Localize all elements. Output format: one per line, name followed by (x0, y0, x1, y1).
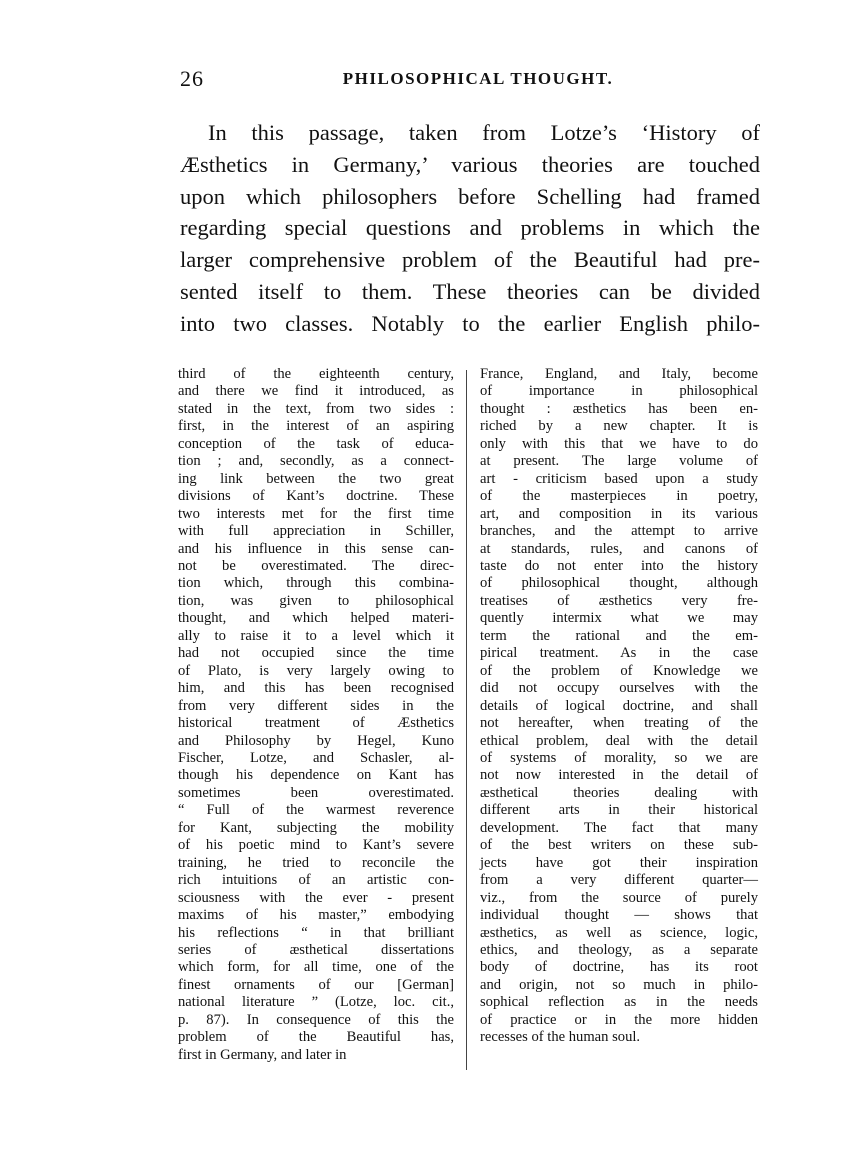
footnote-line: individual thought — shows that (480, 907, 758, 924)
footnote-line: series of æsthetical dissertations (178, 941, 454, 958)
footnote-line: treatises of æsthetics very fre- (480, 592, 758, 609)
footnote-right-column (480, 366, 758, 1047)
footnote-line: “ Full of the warmest reverence (178, 802, 454, 819)
footnote-line: not now interested in the detail of (480, 767, 758, 784)
footnote-line: art, and composition in its various (480, 505, 758, 522)
text-line: regarding special questions and problems in which the (180, 215, 760, 241)
footnote-line: of importance in philosophical (480, 383, 758, 400)
footnote-line: recesses of the human soul. (480, 1029, 641, 1046)
footnote-line: did not occupy ourselves with the (480, 680, 758, 697)
footnote-line: æsthetical theories dealing with (480, 784, 758, 801)
footnote-line: divisions of Kant’s doctrine. These (178, 488, 454, 505)
footnote-line: not hereafter, when treating of the (480, 715, 758, 732)
footnote-line: and his influence in this sense can- (178, 540, 454, 557)
running-head: PHILOSOPHICAL THOUGHT. (342, 69, 614, 88)
footnote-line: of philosophical thought, although (480, 575, 758, 592)
footnote-line: first, in the interest of an aspiring (178, 418, 454, 435)
footnote-line: though his dependence on Kant has (178, 767, 454, 784)
footnote-line: ally to raise it to a level which it (178, 627, 454, 644)
footnote-line: body of doctrine, has its root (480, 959, 758, 976)
footnote-line: of his poetic mind to Kant’s severe (178, 837, 454, 854)
footnote-line: tion which, through this combina- (178, 575, 454, 592)
footnote-line: æsthetics, as well as science, logic, (480, 924, 758, 941)
footnote-line: two interests met for the first time (178, 505, 454, 522)
footnote-line: of the best writers on these sub- (480, 837, 758, 854)
footnote-line: pirical treatment. As in the case (480, 645, 758, 662)
footnote-line: jects have got their inspiration (480, 854, 758, 871)
footnote-left-column (178, 366, 454, 1064)
footnote-line: riched by a new chapter. It is (480, 418, 758, 435)
footnote-line: from very different sides in the (178, 697, 454, 714)
footnote-line: him, and this has been recognised (178, 680, 454, 697)
text-line: upon which philosophers before Schelling had framed (180, 183, 760, 209)
footnote-line: details of logical doctrine, and shall (480, 697, 758, 714)
page-number: 26 (180, 66, 204, 91)
footnote-line: conception of the task of educa- (178, 435, 454, 452)
footnote-line: thought : æsthetics has been en- (480, 400, 758, 417)
footnote-line: for Kant, subjecting the mobility (178, 819, 454, 836)
main-text (180, 117, 760, 340)
text-line: into two classes. Notably to the earlier English philo- (180, 310, 760, 336)
column-divider (466, 370, 467, 1070)
text-line: larger comprehensive problem of the Beautiful had pre- (180, 247, 760, 273)
footnote-line: ethics, and theology, as a separate (480, 941, 758, 958)
footnote-line: stated in the text, from two sides : (178, 400, 454, 417)
footnote-line: ethical problem, deal with the detail (480, 732, 758, 749)
footnote-line: term the rational and the em- (480, 627, 758, 644)
footnote-line: rich intuitions of an artistic con- (178, 872, 454, 889)
footnote-line: with full appreciation in Schiller, (178, 523, 454, 540)
footnote-line: national literature ” (Lotze, loc. cit., (178, 994, 454, 1011)
footnote-line: of practice or in the more hidden (480, 1011, 758, 1028)
footnote-line: different arts in their historical (480, 802, 758, 819)
footnote-line: branches, and the attempt to arrive (480, 523, 758, 540)
footnote-line: and Philosophy by Hegel, Kuno (178, 732, 454, 749)
footnote-line: taste do not enter into the history (480, 557, 758, 574)
text-line: Æsthetics in Germany,’ various theories are touched (180, 151, 760, 177)
footnote-line: finest ornaments of our [German] (178, 976, 454, 993)
footnote-line: from a very different quarter— (480, 872, 758, 889)
footnote (178, 366, 758, 1076)
footnote-line: and there we find it introduced, as (178, 383, 454, 400)
footnote-line: tion ; and, secondly, as a connect- (178, 453, 454, 470)
footnote-line: his reflections “ in that brilliant (178, 924, 454, 941)
footnote-line: had not occupied since the time (178, 645, 454, 662)
page-header (180, 66, 760, 96)
footnote-line: sometimes been overestimated. (178, 784, 454, 801)
footnote-line: development. The fact that many (480, 819, 758, 836)
footnote-line: historical treatment of Æsthetics (178, 715, 454, 732)
footnote-line: maxims of his master,” embodying (178, 907, 454, 924)
text-line: sented itself to them. These theories can be divided (180, 278, 760, 304)
footnote-line: problem of the Beautiful has, (178, 1029, 454, 1046)
footnote-line: of systems of morality, so we are (480, 749, 758, 766)
footnote-line: training, he tried to reconcile the (178, 854, 454, 871)
footnote-line: of Plato, is very largely owing to (178, 662, 454, 679)
footnote-line: of the problem of Knowledge we (480, 662, 758, 679)
footnote-line: quently intermix what we may (480, 610, 758, 627)
footnote-line: first in Germany, and later in (178, 1046, 347, 1063)
footnote-line: Fischer, Lotze, and Schasler, al- (178, 749, 454, 766)
footnote-line: p. 87). In consequence of this the (178, 1011, 454, 1028)
footnote-line: sophical reflection as in the needs (480, 994, 758, 1011)
footnote-line: sciousness with the ever - present (178, 889, 454, 906)
footnote-line: not be overestimated. The direc- (178, 557, 454, 574)
footnote-line: only with this that we have to do (480, 435, 758, 452)
footnote-line: viz., from the source of purely (480, 889, 758, 906)
footnote-line: tion, was given to philosophical (178, 592, 454, 609)
footnote-line: third of the eighteenth century, (178, 366, 454, 382)
footnote-line: and origin, not so much in philo- (480, 976, 758, 993)
footnote-line: which form, for all time, one of the (178, 959, 454, 976)
footnote-line: France, England, and Italy, become (480, 366, 758, 382)
footnote-line: art - criticism based upon a study (480, 470, 758, 487)
footnote-line: at present. The large volume of (480, 453, 758, 470)
footnote-line: thought, and which helped materi- (178, 610, 454, 627)
footnote-line: of the masterpieces in poetry, (480, 488, 758, 505)
text-line: In this passage, taken from Lotze’s ‘History of (208, 120, 760, 145)
footnote-line: ing link between the two great (178, 470, 454, 487)
footnote-line: at standards, rules, and canons of (480, 540, 758, 557)
